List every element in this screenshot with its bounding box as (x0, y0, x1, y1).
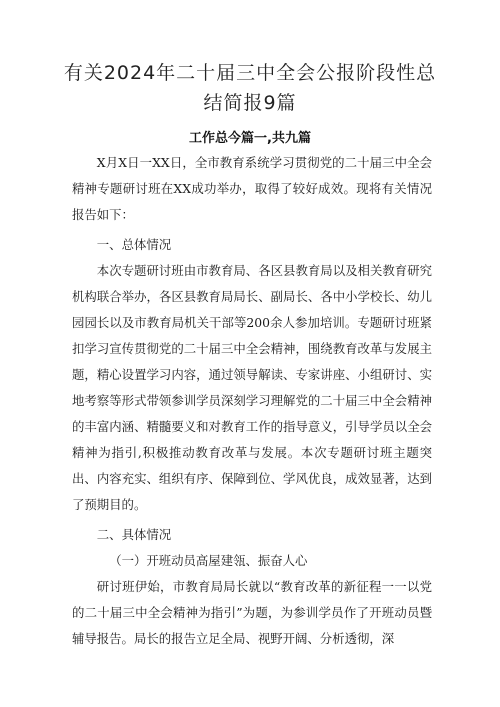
section1-paragraph: 本次专题研讨班由市教育局、各区县教育局以及相关教育研究机构联合举办，各区县教育局局长、副局长、各中小学校长、幼儿园园长以及市教育局机关干部等200余人参加培训。专题研讨班紧扣学习宣传贯彻党的二十届三中全会精神，围绕教育改革与发展主题，精心设置学习内容，通过领导解读、专家讲座、小组研讨、实地考察等形式带领参训学员深刻学习理解党的二十届三中全会精神的丰富内涵、精髓要义和对教育工作的指导意义，引导学员以全会精神为指引,积极推动教育改革与发展。本次专题研讨班主题突出、内容充实、组织有序、保障到位、学风优良，成效显著，达到了预期目的。 (72, 263, 432, 512)
document-title-line2: 结简报9篇 (203, 92, 297, 114)
section1-heading: 一、总体情况 (96, 237, 172, 252)
intro-paragraph: X月X日一XX日，全市教育系统学习贯彻党的二十届三中全会精神专题研讨班在XX成功举办，取得了较好成效。现将有关情况报告如下： (72, 155, 432, 222)
document-subtitle: 工作总今篇一,共九篇 (189, 131, 311, 146)
subsection1-heading: （一）开班动员高屋建瓴、振奋人心 (109, 553, 308, 568)
section2-heading: 二、具体情况 (96, 527, 172, 542)
document-title-line1: 有关2024年二十届三中全会公报阶段性总 (63, 62, 437, 84)
document-body (72, 150, 432, 652)
subsection1-paragraph: 研讨班伊始，市教育局局长就以“教育改革的新征程一一以党的二十届三中全会精神为指引”为题，为参训学员作了开班动员暨辅导报告。局长的报告立足全局、视野开阔、分析透彻，深 (72, 579, 432, 646)
